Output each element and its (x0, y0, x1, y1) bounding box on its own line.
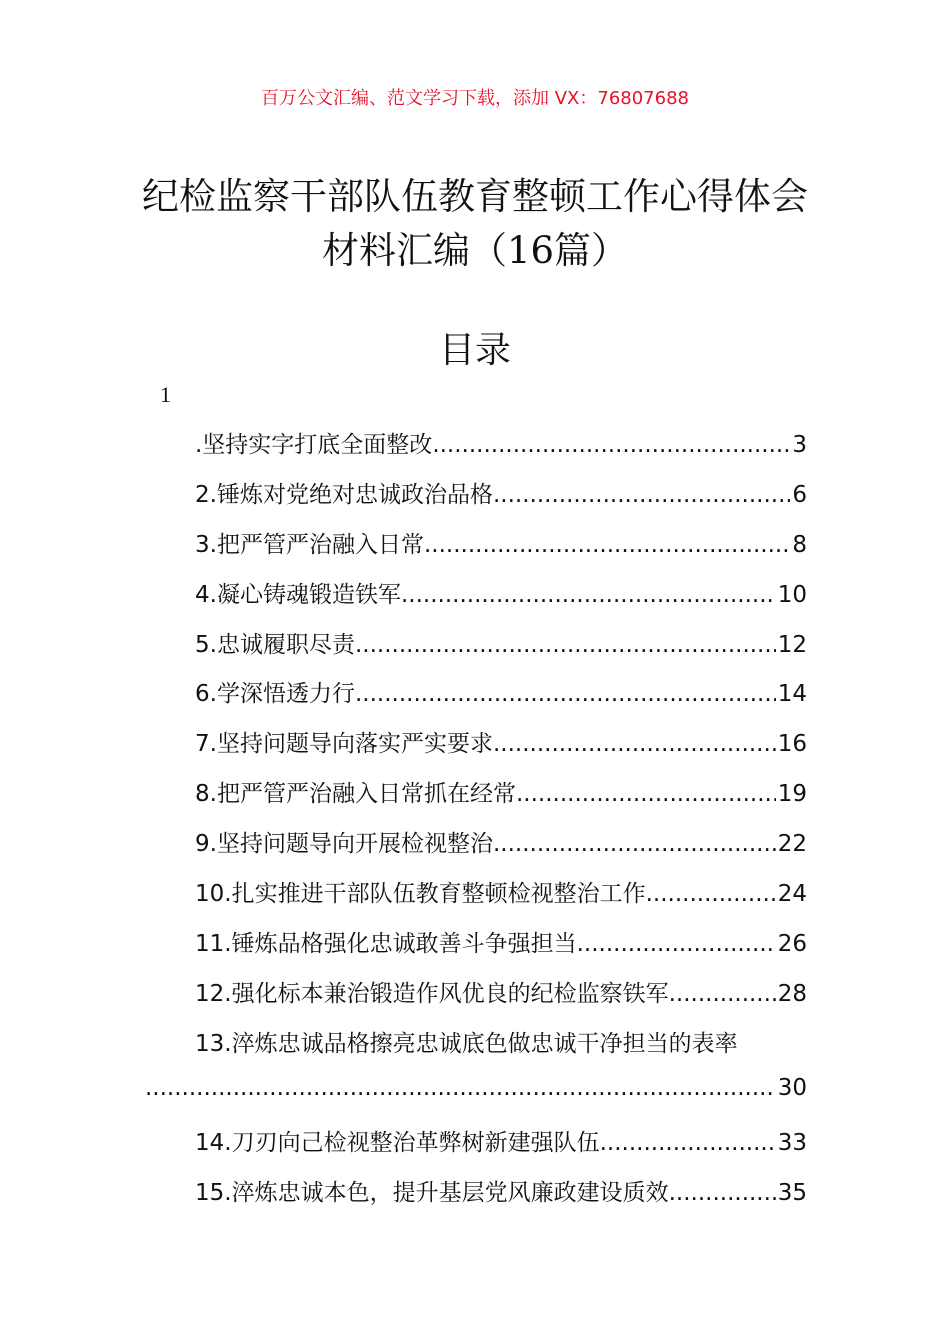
toc-leader (577, 931, 776, 957)
title-line-2-post: 篇） (554, 229, 629, 272)
toc-leader (401, 582, 776, 608)
toc-item-label: 5.忠诚履职尽责 (195, 631, 355, 658)
toc-item-12[interactable] (195, 975, 807, 1025)
document-title (0, 170, 950, 278)
toc-leader (516, 781, 776, 807)
toc-item-page: 8 (792, 531, 807, 558)
toc-leader (493, 831, 776, 857)
toc-item-label: 4.凝心铸魂锻造铁军 (195, 581, 401, 608)
title-line-1: 纪检监察干部队伍教育整顿工作心得体会 (142, 175, 808, 218)
header-banner: 百万公文汇编、范文学习下载，添加 VX：76807688 (261, 88, 689, 109)
toc-item-4[interactable] (195, 576, 807, 626)
toc-item-page: 30 (777, 1074, 807, 1101)
toc-item-9[interactable] (195, 825, 807, 875)
toc-item-13[interactable] (195, 1025, 807, 1125)
toc-item-6[interactable] (195, 675, 807, 725)
section-number: 1 (160, 382, 171, 407)
toc-item-page: 12 (777, 631, 807, 658)
toc-item-page: 33 (777, 1130, 807, 1157)
title-line-2 (0, 224, 950, 278)
toc-item-15[interactable] (195, 1174, 807, 1224)
toc-item-page: 19 (777, 781, 807, 808)
toc-leader (669, 1180, 776, 1206)
toc-item-page: 24 (777, 881, 807, 908)
toc-leader (493, 482, 790, 508)
toc-leader (432, 432, 790, 458)
toc-item-label: 2.锤炼对党绝对忠诚政治品格 (195, 481, 493, 508)
toc-item-label: 10.扎实推进干部队伍教育整顿检视整治工作 (195, 881, 646, 908)
toc-leader (669, 981, 776, 1007)
toc-item-page: 26 (777, 930, 807, 957)
toc-item-2[interactable] (195, 476, 807, 526)
toc-item-11[interactable] (195, 925, 807, 975)
toc-item-page: 6 (792, 481, 807, 508)
toc-item-5[interactable] (195, 626, 807, 676)
toc-item-page: 28 (777, 980, 807, 1007)
toc-leader (600, 1130, 776, 1156)
toc-item-page: 14 (777, 681, 807, 708)
toc-item-label: 14.刀刃向己检视整治革弊树新建强队伍 (195, 1130, 600, 1157)
toc-item-8[interactable] (195, 775, 807, 825)
toc-item-page: 22 (777, 831, 807, 858)
toc-leader (646, 881, 776, 907)
toc-leader (424, 532, 790, 558)
toc-item-10[interactable] (195, 875, 807, 925)
toc-item-label: 3.把严管严治融入日常 (195, 531, 424, 558)
table-of-contents (195, 426, 807, 1224)
toc-leader (355, 681, 776, 707)
toc-item-14[interactable] (195, 1124, 807, 1174)
toc-item-label: 15.淬炼忠诚本色，提升基层党风廉政建设质效 (195, 1180, 669, 1207)
toc-item-3[interactable] (195, 526, 807, 576)
toc-item-label: 9.坚持问题导向开展检视整治 (195, 831, 493, 858)
toc-item-page: 35 (777, 1180, 807, 1207)
toc-leader (355, 632, 776, 658)
title-line-2-pre: 材料汇编（ (321, 229, 507, 272)
toc-leader (145, 1075, 776, 1101)
toc-item-page: 10 (777, 581, 807, 608)
toc-item-label: 6.学深悟透力行 (195, 681, 355, 708)
toc-item-label: .坚持实字打底全面整改 (195, 432, 433, 458)
toc-item-label: 13.淬炼忠诚品格擦亮忠诚底色做忠诚干净担当的表率 (195, 1030, 738, 1057)
toc-item-7[interactable] (195, 725, 807, 775)
toc-item-continuation (145, 1075, 807, 1125)
toc-heading: 目录 (438, 330, 511, 371)
toc-leader (493, 731, 776, 757)
toc-item-page: 16 (777, 731, 807, 758)
toc-item-label: 7.坚持问题导向落实严实要求 (195, 731, 493, 758)
toc-item-label: 11.锤炼品格强化忠诚敢善斗争强担当 (195, 930, 577, 957)
title-count: 16 (506, 229, 555, 272)
toc-item-label: 8.把严管严治融入日常抓在经常 (195, 781, 516, 808)
toc-item-page: 3 (792, 432, 807, 458)
toc-item-1[interactable] (195, 426, 807, 476)
toc-item-label: 12.强化标本兼治锻造作风优良的纪检监察铁军 (195, 980, 669, 1007)
